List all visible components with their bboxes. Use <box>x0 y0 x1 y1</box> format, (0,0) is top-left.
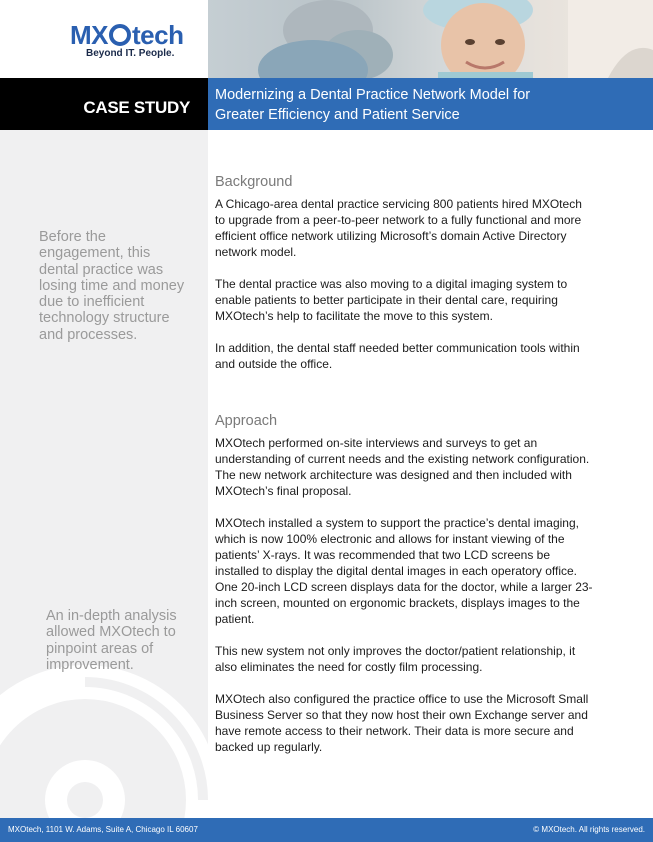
logo-suffix: tech <box>132 20 184 50</box>
approach-paragraph: MXOtech also configured the practice office to use the Microsoft Small Business Server so that they now host their own Exchange server and have remote access to their network. Their data is more secure and backed up regularly. <box>215 692 589 754</box>
case-study-box <box>0 78 208 130</box>
logo-watermark-icon <box>0 655 208 818</box>
background-paragraph: A Chicago-area dental practice servicing 800 patients hired MXOtech to upgrade from a peer-to-peer network to a fully functional and more efficient office network utilizing Microsoft’s domain Active Directory network model. <box>215 197 582 259</box>
logo-o-icon <box>109 24 131 46</box>
approach-section <box>215 413 595 771</box>
approach-paragraph: MXOtech performed on-site interviews and surveys to get an understanding of current needs and the existing network configuration. The new network architecture was designed and then included with MXOtech’s final proposal. <box>215 436 590 498</box>
pull-quote-2: An in-depth analysis allowed MXOtech to pinpoint areas of improvement. <box>46 608 177 673</box>
company-logo <box>70 20 183 51</box>
document-title <box>215 85 530 125</box>
title-line-1: Modernizing a Dental Practice Network Model for <box>215 87 531 103</box>
background-paragraph: In addition, the dental staff needed better communication tools within and outside the office. <box>215 341 580 371</box>
dentist-photo-icon <box>208 0 653 78</box>
logo-prefix: MX <box>70 20 108 50</box>
title-line-2: Greater Efficiency and Patient Service <box>215 107 460 123</box>
approach-heading: Approach <box>215 413 278 429</box>
tagline: Beyond IT. People. <box>86 48 175 59</box>
case-study-label: CASE STUDY <box>83 98 190 117</box>
background-section <box>215 174 595 388</box>
footer-copyright: © MXOtech. All rights reserved. <box>533 825 645 834</box>
approach-paragraph: This new system not only improves the doctor/patient relationship, it also eliminates the need for costly film processing. <box>215 644 576 674</box>
logo-area <box>0 0 208 78</box>
header-photo <box>208 0 653 78</box>
background-heading: Background <box>215 174 293 190</box>
approach-paragraph: MXOtech installed a system to support the practice’s dental imaging, which is now 100% electronic and allows for instant viewing of the patients’ X-rays. It was recommended that two LCD screens be installed to display the digital dental images in each operatory office. One 20-inch LCD screen displays data for the doctor, while a larger 23-inch screen, mounted on ergonomic brackets, displays images to the patient. <box>215 516 593 626</box>
footer <box>0 818 653 842</box>
pull-quote-1: Before the engagement, this dental practice was losing time and money due to inefficient technology structure and processes. <box>39 229 185 343</box>
title-bar <box>208 78 653 130</box>
footer-address: MXOtech, 1101 W. Adams, Suite A, Chicago IL 60607 <box>8 825 198 834</box>
background-paragraph: The dental practice was also moving to a digital imaging system to enable patients to better participate in their dental care, requiring MXOtech’s help to facilitate the move to this system. <box>215 277 568 323</box>
